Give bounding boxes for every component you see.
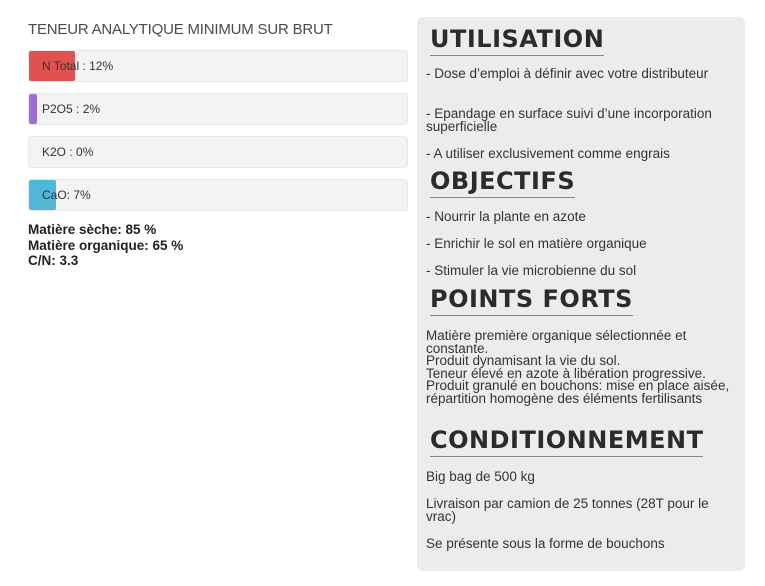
points-forts-item: Teneur élevé en azote à libération progressive. xyxy=(426,365,706,381)
objectifs-heading: OBJECTIFS xyxy=(430,167,575,198)
analysis-section xyxy=(28,18,408,269)
stat-organic-matter: Matière organique: 65 % xyxy=(28,237,184,253)
utilisation-item: - A utiliser exclusivement comme engrais xyxy=(426,146,670,161)
analysis-title: TENEUR ANALYTIQUE MINIMUM SUR BRUT xyxy=(28,21,333,38)
objectifs-item: - Nourrir la plante en azote xyxy=(426,209,586,224)
conditionnement-item: Se présente sous la forme de bouchons xyxy=(426,536,665,551)
points-forts-list xyxy=(426,330,738,405)
conditionnement-item: Big bag de 500 kg xyxy=(426,469,535,484)
utilisation-heading: UTILISATION xyxy=(430,25,604,56)
nutrient-bar-fill xyxy=(29,94,37,124)
nutrient-bar-label: N Total : 12% xyxy=(42,59,114,73)
nutrient-bar-label: CaO: 7% xyxy=(42,188,91,202)
conditionnement-heading: CONDITIONNEMENT xyxy=(430,426,703,457)
points-forts-item: Produit granulé en bouchons: mise en place aisée, répartition homogène des éléments fertilisants xyxy=(426,378,730,406)
conditionnement-item: Livraison par camion de 25 tonnes (28T pour le vrac) xyxy=(426,496,709,524)
nutrient-bar-n-total xyxy=(28,50,408,82)
objectifs-item: - Enrichir le sol en matière organique xyxy=(426,236,647,251)
stat-cn-ratio: C/N: 3.3 xyxy=(28,253,79,268)
objectifs-item: - Stimuler la vie microbienne du sol xyxy=(426,263,637,278)
analysis-stats xyxy=(28,222,408,269)
nutrient-bar-k2o xyxy=(28,136,408,168)
nutrient-bar-p2o5 xyxy=(28,93,408,125)
nutrient-bar-label: P2O5 : 2% xyxy=(42,102,101,116)
utilisation-item: - Dose d’emploi à définir avec votre distributeur xyxy=(426,66,709,81)
points-forts-item: Matière première organique sélectionnée et constante. xyxy=(426,328,687,356)
info-panel xyxy=(417,17,745,571)
nutrient-bar-cao xyxy=(28,179,408,211)
nutrient-bar-label: K2O : 0% xyxy=(42,145,94,159)
points-forts-heading: POINTS FORTS xyxy=(430,285,633,316)
stat-dry-matter: Matière sèche: 85 % xyxy=(28,222,157,237)
points-forts-item: Produit dynamisant la vie du sol. xyxy=(426,353,621,368)
utilisation-item: - Epandage en surface suivi d’une incorporation superficielle xyxy=(426,106,712,134)
